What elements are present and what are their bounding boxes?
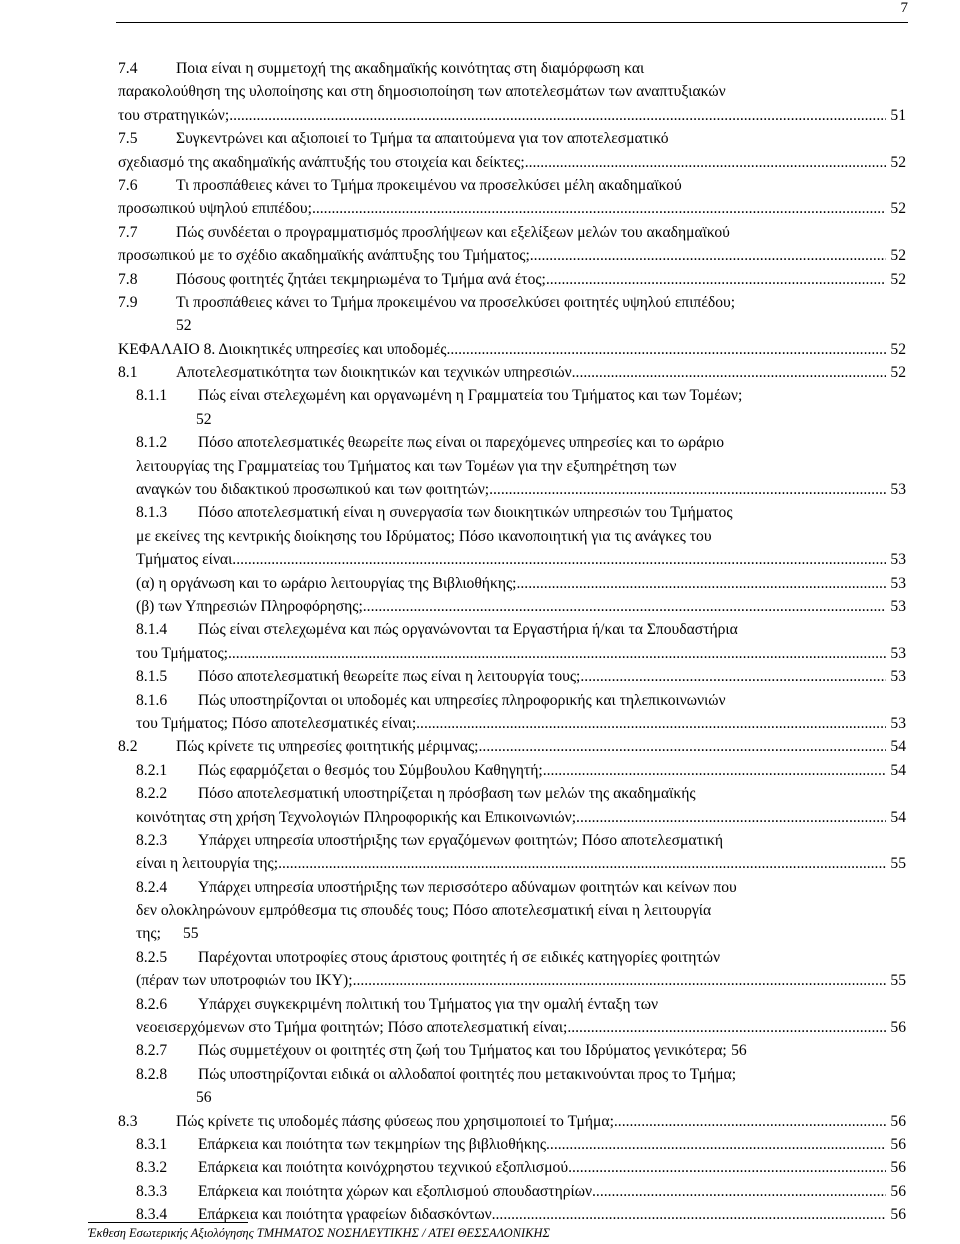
toc-entry-text: Τι προσπάθειες κάνει το Τμήμα προκειμένου να προσελκύσει μέλη ακαδημαϊκού — [176, 176, 682, 194]
toc-entry[interactable] — [0, 993, 906, 1040]
table-of-contents — [0, 57, 960, 1227]
toc-entry-page: 56 — [890, 1019, 906, 1037]
toc-entry-page: 55 — [890, 972, 906, 990]
toc-leader-dots — [446, 338, 886, 361]
toc-entry-text: δεν ολοκληρώνουν εμπρόθεσμα τις σπουδές τους; Πόσο αποτελεσματική είναι η λειτουργία — [136, 902, 712, 920]
toc-entry-text: Επάρκεια και ποιότητα κοινόχρηστου τεχνικού εξοπλισμού. — [198, 1159, 572, 1177]
toc-entry-page: 56 — [890, 1135, 906, 1153]
toc-entry-text: Υπάρχει υπηρεσία υποστήριξης των εργαζόμενων φοιτητών; Πόσο αποτελεσματική — [198, 831, 724, 849]
toc-entry-text: νεοεισερχόμενων στο Τμήμα φοιτητών; Πόσο αποτελεσματική είναι; — [136, 1019, 568, 1037]
toc-entry-text: Τμήματος είναι — [136, 551, 233, 569]
toc-entry-page: 52 — [196, 410, 212, 428]
toc-leader-dots — [596, 1180, 886, 1203]
toc-entry-number: 8.1.4 — [136, 621, 168, 639]
toc-leader-dots — [530, 244, 886, 267]
toc-entry[interactable] — [0, 1133, 906, 1156]
toc-entry-text: Πώς είναι στελεχωμένα και πώς οργανώνονται τα Εργαστήρια ή/και τα Σπουδαστήρια — [198, 621, 738, 639]
toc-entry-text: Πώς εφαρμόζεται ο θεσμός του Σύμβουλου Καθηγητή; — [198, 761, 543, 779]
toc-entry[interactable] — [0, 338, 906, 361]
toc-leader-dots — [312, 197, 886, 220]
toc-entry-number: 8.1.2 — [136, 434, 168, 452]
toc-entry[interactable] — [0, 595, 906, 618]
toc-entry-text: Πόσο αποτελεσματική υποστηρίζεται η πρόσβαση των μελών της ακαδημαϊκής — [198, 785, 696, 803]
toc-entry-text: Υπάρχει συγκεκριμένη πολιτική του Τμήματος για την ομαλή ένταξη των — [198, 995, 659, 1013]
toc-entry-page: 53 — [890, 481, 906, 499]
toc-entry-text: Πώς κρίνετε τις υπηρεσίες φοιτητικής μέριμνας; — [176, 738, 479, 756]
toc-leader-dots — [546, 268, 886, 291]
toc-entry[interactable] — [0, 431, 906, 501]
toc-entry-text: Συγκεντρώνει και αξιοποιεί το Τμήμα τα απαιτούμενα για τον αποτελεσματικό — [176, 130, 669, 148]
toc-entry-page: 56 — [890, 1182, 906, 1200]
toc-entry-text: είναι η λειτουργία της; — [136, 855, 279, 873]
toc-entry-text: Πώς υποστηρίζονται οι υποδομές και υπηρεσίες πληροφορικής και τηλεπικοινωνιών — [198, 691, 726, 709]
toc-leader-dots — [572, 1156, 886, 1179]
toc-entry-text: Τι προσπάθειες κάνει το Τμήμα προκειμένου να προσελκύσει φοιτητές υψηλού επιπέδου; — [176, 293, 736, 311]
toc-entry[interactable] — [0, 174, 906, 221]
toc-entry-number: 7.6 — [118, 176, 138, 194]
toc-entry-number: 8.3.3 — [136, 1182, 168, 1200]
toc-entry-page: 53 — [890, 714, 906, 732]
toc-leader-dots — [580, 665, 886, 688]
toc-entry[interactable] — [0, 735, 906, 758]
toc-leader-dots — [496, 1203, 886, 1226]
toc-entry-text: Πόσους φοιτητές ζητάει τεκμηριωμένα το Τμήμα ανά έτος; — [176, 270, 546, 288]
toc-entry-page: 52 — [890, 153, 906, 171]
toc-entry[interactable] — [0, 127, 906, 174]
toc-entry-number: 8.1.1 — [136, 387, 168, 405]
toc-entry-text: Πώς κρίνετε τις υποδομές πάσης φύσεως που χρησιμοποιεί το Τμήμα; — [176, 1112, 614, 1130]
toc-entry-text: ΚΕΦΑΛΑΙΟ 8. Διοικητικές υπηρεσίες και υποδομές — [118, 340, 447, 358]
toc-entry[interactable] — [0, 501, 906, 571]
toc-entry-text: Αποτελεσματικότητα των διοικητικών και τεχνικών υπηρεσιών — [176, 364, 572, 382]
toc-entry-text: (α) η οργάνωση και το ωράριο λειτουργίας της Βιβλιοθήκης; — [136, 574, 517, 592]
toc-entry-number: 8.2.4 — [136, 878, 168, 896]
toc-entry[interactable] — [0, 384, 906, 431]
toc-entry-text: Παρέχονται υποτροφίες στους άριστους φοιτητές ή σε ειδικές κατηγορίες φοιτητών — [198, 948, 721, 966]
toc-entry-text: προσωπικού με το σχέδιο ακαδημαϊκής ανάπτυξης του Τμήματος; — [118, 247, 530, 265]
toc-entry-page: 56 — [890, 1159, 906, 1177]
toc-leader-dots — [228, 642, 886, 665]
toc-entry-page: 53 — [890, 668, 906, 686]
toc-entry-text: Πώς είναι στελεχωμένη και οργανωμένη η Γραμματεία του Τμήματος και των Τομέων; — [198, 387, 743, 405]
toc-entry-text: του Τμήματος; — [136, 644, 228, 662]
toc-entry-number: 7.5 — [118, 130, 138, 148]
toc-leader-dots — [229, 104, 886, 127]
toc-entry-text: Επάρκεια και ποιότητα χώρων και εξοπλισμού σπουδαστηρίων. — [198, 1182, 596, 1200]
toc-entry-text: Επάρκεια και ποιότητα των τεκμηρίων της βιβλιοθήκης. — [198, 1135, 550, 1153]
toc-entry-text: Επάρκεια και ποιότητα γραφείων διδασκόντων. — [198, 1206, 496, 1224]
toc-entry-page: 54 — [890, 761, 906, 779]
toc-entry-text: (πέραν των υποτροφιών του ΙΚΥ); — [136, 972, 353, 990]
toc-entry-number: 8.3.4 — [136, 1206, 168, 1224]
toc-leader-dots — [550, 1133, 886, 1156]
toc-entry-page: 53 — [890, 551, 906, 569]
toc-entry-page: 54 — [890, 808, 906, 826]
footer-rule — [88, 1222, 248, 1223]
toc-leader-dots — [517, 572, 887, 595]
toc-entry-number: 8.3 — [118, 1112, 138, 1130]
toc-entry-page: 56 — [196, 1089, 212, 1107]
toc-entry-number: 8.2.2 — [136, 785, 168, 803]
toc-entry-page: 51 — [890, 106, 906, 124]
toc-entry-page: 52 — [890, 270, 906, 288]
toc-leader-dots — [614, 1110, 886, 1133]
toc-entry[interactable] — [0, 57, 906, 127]
toc-entry-number: 7.8 — [118, 270, 138, 288]
toc-entry-text: Πόσο αποτελεσματικές θεωρείτε πως είναι οι παρεχόμενες υπηρεσίες και το ωράριο — [198, 434, 725, 452]
toc-entry-number: 8.2.7 — [136, 1042, 168, 1060]
toc-entry[interactable] — [0, 618, 906, 665]
toc-entry-text: Υπάρχει υπηρεσία υποστήριξης των περισσότερο αδύναμων φοιτητών και κείνων που — [198, 878, 737, 896]
toc-entry-number: 8.2.5 — [136, 948, 168, 966]
page-number: 7 — [900, 0, 908, 16]
toc-entry-page: 55 — [890, 855, 906, 873]
toc-entry[interactable] — [0, 1110, 906, 1133]
toc-entry-number: 8.2.6 — [136, 995, 168, 1013]
page-footer: Έκθεση Εσωτερικής Αξιολόγησης ΤΜΗΜΑΤΟΣ ΝΟΣΗΛΕΥΤΙΚΗΣ / ΑΤΕΙ ΘΕΣΣΑΛΟΝΙΚΗΣ — [88, 1226, 550, 1240]
toc-entry[interactable] — [0, 665, 906, 688]
toc-entry[interactable] — [0, 221, 906, 268]
toc-entry[interactable] — [0, 361, 906, 384]
toc-entry-page: 56 — [731, 1042, 747, 1060]
toc-leader-dots — [353, 969, 886, 992]
toc-entry-number: 8.3.2 — [136, 1159, 168, 1177]
toc-entry-number: 8.2.1 — [136, 761, 168, 779]
toc-leader-dots — [416, 712, 886, 735]
toc-leader-dots — [525, 151, 886, 174]
header-rule — [116, 22, 908, 23]
toc-entry[interactable] — [0, 782, 906, 829]
toc-entry[interactable] — [0, 291, 906, 338]
toc-entry-text: Πόσο αποτελεσματική θεωρείτε πως είναι η λειτουργία τους; — [198, 668, 581, 686]
toc-entry-number: 7.7 — [118, 223, 138, 241]
toc-entry-page: 55 — [182, 925, 199, 943]
toc-entry[interactable] — [0, 759, 906, 782]
toc-entry-text: Πώς υποστηρίζονται ειδικά οι αλλοδαποί φοιτητές που μετακινούνται προς το Τμήμα; — [198, 1065, 737, 1083]
toc-leader-dots — [278, 852, 886, 875]
toc-leader-dots — [576, 806, 886, 829]
toc-leader-dots — [567, 1016, 886, 1039]
toc-entry[interactable] — [0, 829, 906, 876]
toc-entry[interactable] — [0, 946, 906, 993]
toc-entry-text: λειτουργίας της Γραμματείας του Τμήματος και των Τομέων για την εξυπηρέτηση των — [136, 457, 677, 475]
toc-entry-page: 52 — [890, 340, 906, 358]
toc-entry-text: με εκείνες της κεντρικής διοίκησης του Ιδρύματος; Πόσο ικανοποιητική για τις ανάγκες του — [136, 527, 712, 545]
toc-entry-number: 8.3.1 — [136, 1135, 168, 1153]
toc-leader-dots — [543, 759, 886, 782]
toc-entry[interactable] — [0, 1039, 906, 1062]
toc-leader-dots — [479, 735, 886, 758]
toc-entry-page: 56 — [890, 1206, 906, 1224]
toc-entry-page: 53 — [890, 597, 906, 615]
toc-entry-page: 54 — [890, 738, 906, 756]
toc-entry-page: 53 — [890, 644, 906, 662]
toc-entry-text: παρακολούθηση της υλοποίησης και στη δημοσιοποίηση των αποτελεσμάτων των αναπτυξιακών — [118, 83, 726, 101]
toc-entry-text: Πόσο αποτελεσματική είναι η συνεργασία των διοικητικών υπηρεσιών του Τμήματος — [198, 504, 733, 522]
toc-entry[interactable] — [0, 268, 906, 291]
toc-entry-number: 8.2.8 — [136, 1065, 168, 1083]
toc-entry-number: 8.1.6 — [136, 691, 168, 709]
toc-entry-number: 8.2.3 — [136, 831, 168, 849]
toc-entry-number: 7.9 — [118, 293, 138, 311]
toc-entry-text: αναγκών του διδακτικού προσωπικού και των φοιτητών; — [136, 481, 490, 499]
toc-leader-dots — [572, 361, 886, 384]
toc-entry[interactable] — [0, 689, 906, 736]
toc-entry[interactable] — [0, 1203, 906, 1226]
toc-entry[interactable] — [0, 1180, 906, 1203]
toc-entry-page: 56 — [890, 1112, 906, 1130]
toc-leader-dots — [489, 478, 886, 501]
toc-entry-text: της; — [136, 925, 161, 943]
toc-entry[interactable] — [0, 1156, 906, 1179]
toc-entry-text: κοινότητας στη χρήση Τεχνολογιών Πληροφορικής και Επικοινωνιών; — [136, 808, 577, 826]
toc-entry-page: 52 — [890, 200, 906, 218]
toc-entry-number: 8.1.5 — [136, 668, 168, 686]
toc-entry-text: Ποια είναι η συμμετοχή της ακαδημαϊκής κοινότητας στη διαμόρφωση και — [176, 60, 645, 77]
toc-leader-dots — [232, 548, 886, 571]
toc-entry-page: 52 — [176, 317, 192, 335]
toc-entry-text: Πώς συμμετέχουν οι φοιτητές στη ζωή του Τμήματος και του Ιδρύματος γενικότερα; — [198, 1042, 727, 1060]
toc-entry-page: 52 — [890, 247, 906, 265]
toc-entry-number: 7.4 — [118, 60, 138, 77]
toc-entry-text: Πώς συνδέεται ο προγραμματισμός προσλήψεων και εξελίξεων μελών του ακαδημαϊκού — [176, 223, 730, 241]
toc-entry-text: σχεδιασμό της ακαδημαϊκής ανάπτυξής του στοιχεία και δείκτες; — [118, 153, 525, 171]
toc-entry-text: του στρατηγικών; — [118, 106, 230, 124]
toc-entry-number: 8.1.3 — [136, 504, 168, 522]
toc-entry-text: προσωπικού υψηλού επιπέδου; — [118, 200, 312, 218]
toc-entry-page: 53 — [890, 574, 906, 592]
toc-entry-number: 8.2 — [118, 738, 138, 756]
toc-leader-dots — [363, 595, 886, 618]
toc-entry[interactable] — [0, 572, 906, 595]
toc-entry[interactable] — [0, 1063, 906, 1110]
toc-entry[interactable] — [0, 876, 906, 946]
toc-entry-text: (β) των Υπηρεσιών Πληροφόρησης; — [136, 597, 363, 615]
toc-entry-text: του Τμήματος; Πόσο αποτελεσματικές είναι; — [136, 714, 417, 732]
toc-entry-page: 52 — [890, 364, 906, 382]
toc-entry-number: 8.1 — [118, 364, 138, 382]
